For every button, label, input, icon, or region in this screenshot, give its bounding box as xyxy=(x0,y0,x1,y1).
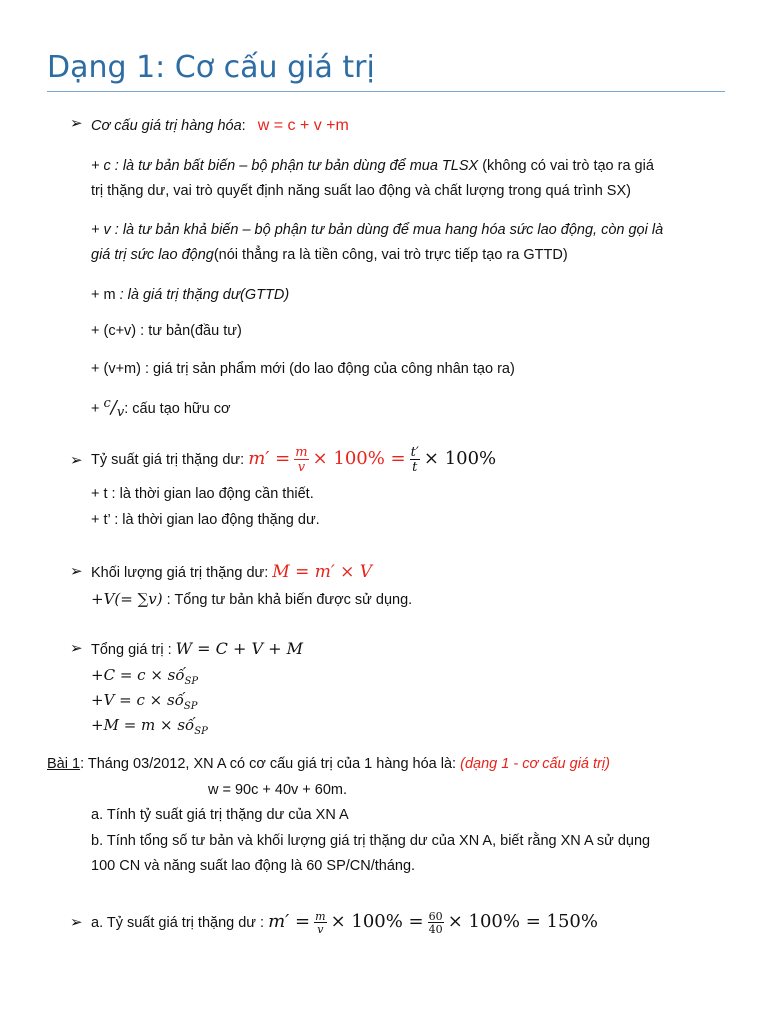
v-definition-rest: (nói thẳng ra là tiền công, vai trò trực tiếp tạo ra GTTD) xyxy=(213,247,568,263)
m-sp-sub: SP xyxy=(194,726,208,737)
answer-fraction-v: v xyxy=(317,923,324,937)
v-sp-line xyxy=(91,690,197,717)
fraction-denominator-t: t xyxy=(412,460,418,476)
answer-fraction-m: m xyxy=(315,910,326,924)
total-value-section xyxy=(91,639,303,660)
v-total-line xyxy=(91,589,412,610)
answer-fraction-60-40 xyxy=(428,911,444,935)
surplus-rate-mprime: m′ = xyxy=(248,448,291,469)
m-plus: + m xyxy=(91,287,116,303)
answer-fraction-mv xyxy=(314,911,326,935)
c-definition-line-2: trị thặng dư, vai trò quyết định năng suất lao động và chất lượng trong quá trình SX) xyxy=(91,183,631,199)
c-sp-text: +C = c × số xyxy=(91,666,185,684)
v-total-text: : Tổng tư bản khả biến được sử dụng. xyxy=(162,592,413,608)
surplus-rate-times-2: × 100% xyxy=(423,448,497,469)
value-structure-label: Cơ cấu giá trị hàng hóa xyxy=(91,118,242,134)
c-definition-rest: (không có vai trò tạo ra giá xyxy=(478,158,654,174)
v-definition-line-2 xyxy=(91,245,568,265)
v-sp-sub: SP xyxy=(183,701,198,712)
colon: : xyxy=(241,118,246,134)
m-sp-line xyxy=(91,715,208,742)
surplus-mass-label: Khối lượng giá trị thặng dư: xyxy=(91,565,269,581)
c-sp-line xyxy=(91,665,198,692)
cv-definition: + (c+v) : tư bản(đầu tư) xyxy=(91,323,242,339)
section-value-structure xyxy=(91,116,349,136)
bullet-arrow-icon-2: ➢ xyxy=(70,452,83,469)
surplus-rate-section xyxy=(91,439,496,480)
m-sp-text: +M = m × số xyxy=(91,716,195,734)
v-total-math: +V(= ∑v) xyxy=(91,590,163,608)
surplus-rate-fraction-tt xyxy=(410,446,420,474)
value-structure-formula: w = c + v +m xyxy=(257,117,349,134)
cv-ratio-v: v xyxy=(116,405,125,420)
v-sp-text: +V = c × số xyxy=(91,691,184,709)
cv-ratio-c: c xyxy=(103,396,111,411)
exercise-part-b-2: 100 CN và năng suất lao động là 60 SP/CN/tháng. xyxy=(91,858,416,874)
bullet-arrow-icon-1: ➢ xyxy=(70,115,83,132)
answer-a-label: a. Tỷ suất giá trị thặng dư : xyxy=(91,915,265,931)
answer-result: × 100% = 150% xyxy=(447,911,598,932)
exercise-part-a: a. Tính tỷ suất giá trị thặng dư của XN A xyxy=(91,807,349,823)
answer-a xyxy=(91,902,598,943)
total-value-label: Tổng giá trị : xyxy=(91,642,172,658)
v-definition-italic: giá trị sức lao động xyxy=(91,247,214,263)
v-definition-line-1: + v : là tư bản khả biến – bộ phận tư bản dùng để mua hang hóa sức lao động, còn gọi là xyxy=(91,222,664,238)
fraction-numerator-tprime: t′ xyxy=(410,445,419,461)
exercise-text: : Tháng 03/2012, XN A có cơ cấu giá trị của 1 hàng hóa là: xyxy=(80,756,461,772)
surplus-rate-times: × 100% = xyxy=(312,448,406,469)
m-definition xyxy=(91,285,289,305)
organic-composition xyxy=(91,398,231,420)
fraction-denominator-v: v xyxy=(297,460,306,476)
exercise-line xyxy=(47,754,610,774)
cv-ratio-slash: / xyxy=(110,397,117,418)
cv-ratio-text: : cấu tạo hữu cơ xyxy=(124,401,231,417)
title-divider xyxy=(47,91,725,92)
c-sp-sub: SP xyxy=(184,676,199,687)
m-definition-italic: : là giá trị thặng dư(GTTD) xyxy=(115,287,290,303)
fraction-numerator-m: m xyxy=(295,445,308,461)
exercise-note: (dạng 1 - cơ cấu giá trị) xyxy=(460,756,610,772)
bullet-arrow-icon-4: ➢ xyxy=(70,640,83,657)
page-title: Dạng 1: Cơ cấu giá trị xyxy=(47,50,375,85)
exercise-label: Bài 1 xyxy=(47,756,81,772)
answer-fraction-40: 40 xyxy=(428,923,443,937)
exercise-part-b-1: b. Tính tổng số tư bản và khối lượng giá trị thặng dư của XN A, biết rằng XN A sử dụng xyxy=(91,833,651,849)
c-definition-line-1 xyxy=(91,156,654,176)
surplus-rate-fraction-mv xyxy=(294,446,308,474)
bullet-arrow-icon-3: ➢ xyxy=(70,563,83,580)
surplus-mass-section xyxy=(91,562,372,583)
answer-mprime: m′ = xyxy=(268,911,311,932)
c-definition-italic: + c : là tư bản bất biến – bộ phận tư bản dùng để mua TLSX xyxy=(91,158,479,174)
exercise-w: w = 90c + 40v + 60m. xyxy=(208,782,348,798)
surplus-rate-label: Tỷ suất giá trị thặng dư: xyxy=(91,452,245,468)
total-value-formula: W = C + V + M xyxy=(175,639,303,658)
vm-definition: + (v+m) : giá trị sản phẩm mới (do lao động của công nhân tạo ra) xyxy=(91,361,515,377)
tprime-definition: + t’ : là thời gian lao động thặng dư. xyxy=(91,512,320,528)
cv-ratio-plus: + xyxy=(91,401,100,417)
answer-times: × 100% = xyxy=(330,911,424,932)
t-definition: + t : là thời gian lao động cần thiết. xyxy=(91,486,314,502)
answer-fraction-60: 60 xyxy=(428,910,443,924)
bullet-arrow-icon-5: ➢ xyxy=(70,914,83,931)
surplus-mass-formula: M = m′ × V xyxy=(272,562,373,582)
